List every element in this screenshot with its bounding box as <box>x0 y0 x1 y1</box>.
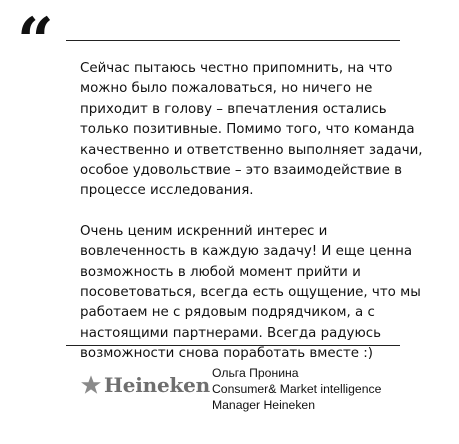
testimonial-paragraph-2: Очень ценим искренний интерес и вовлеченность в каждую задачу! И еще ценна возможность в любой момент прийти и посоветоваться, всегда есть ощущение, что мы работаем не с рядовым подрядчиком, а с настоящими партнерами. Всегда радуюсь возможности снова поработать вместе :) <box>80 223 421 362</box>
brand-name: Heineken <box>104 373 211 397</box>
quote-mark-icon: “ <box>17 4 48 79</box>
bottom-divider <box>66 345 400 346</box>
star-icon <box>80 374 102 396</box>
author-name: Ольга Пронина <box>212 366 299 380</box>
author-title-line-2: Manager Heineken <box>212 398 315 412</box>
brand-logo <box>80 370 210 400</box>
author-info <box>212 365 381 413</box>
author-title-line-1: Consumer& Market intelligence <box>212 382 382 396</box>
testimonial-text <box>80 59 425 365</box>
top-divider <box>66 40 400 41</box>
testimonial-paragraph-1: Сейчас пытаюсь честно припомнить, на что можно было пожаловаться, но ничего не приходит в голову – впечатления остались только позитивные. Помимо того, что команда качественно и ответственно выполняет задачи, особое удовольствие – это взаимодействие в процессе исследования. <box>80 61 423 199</box>
